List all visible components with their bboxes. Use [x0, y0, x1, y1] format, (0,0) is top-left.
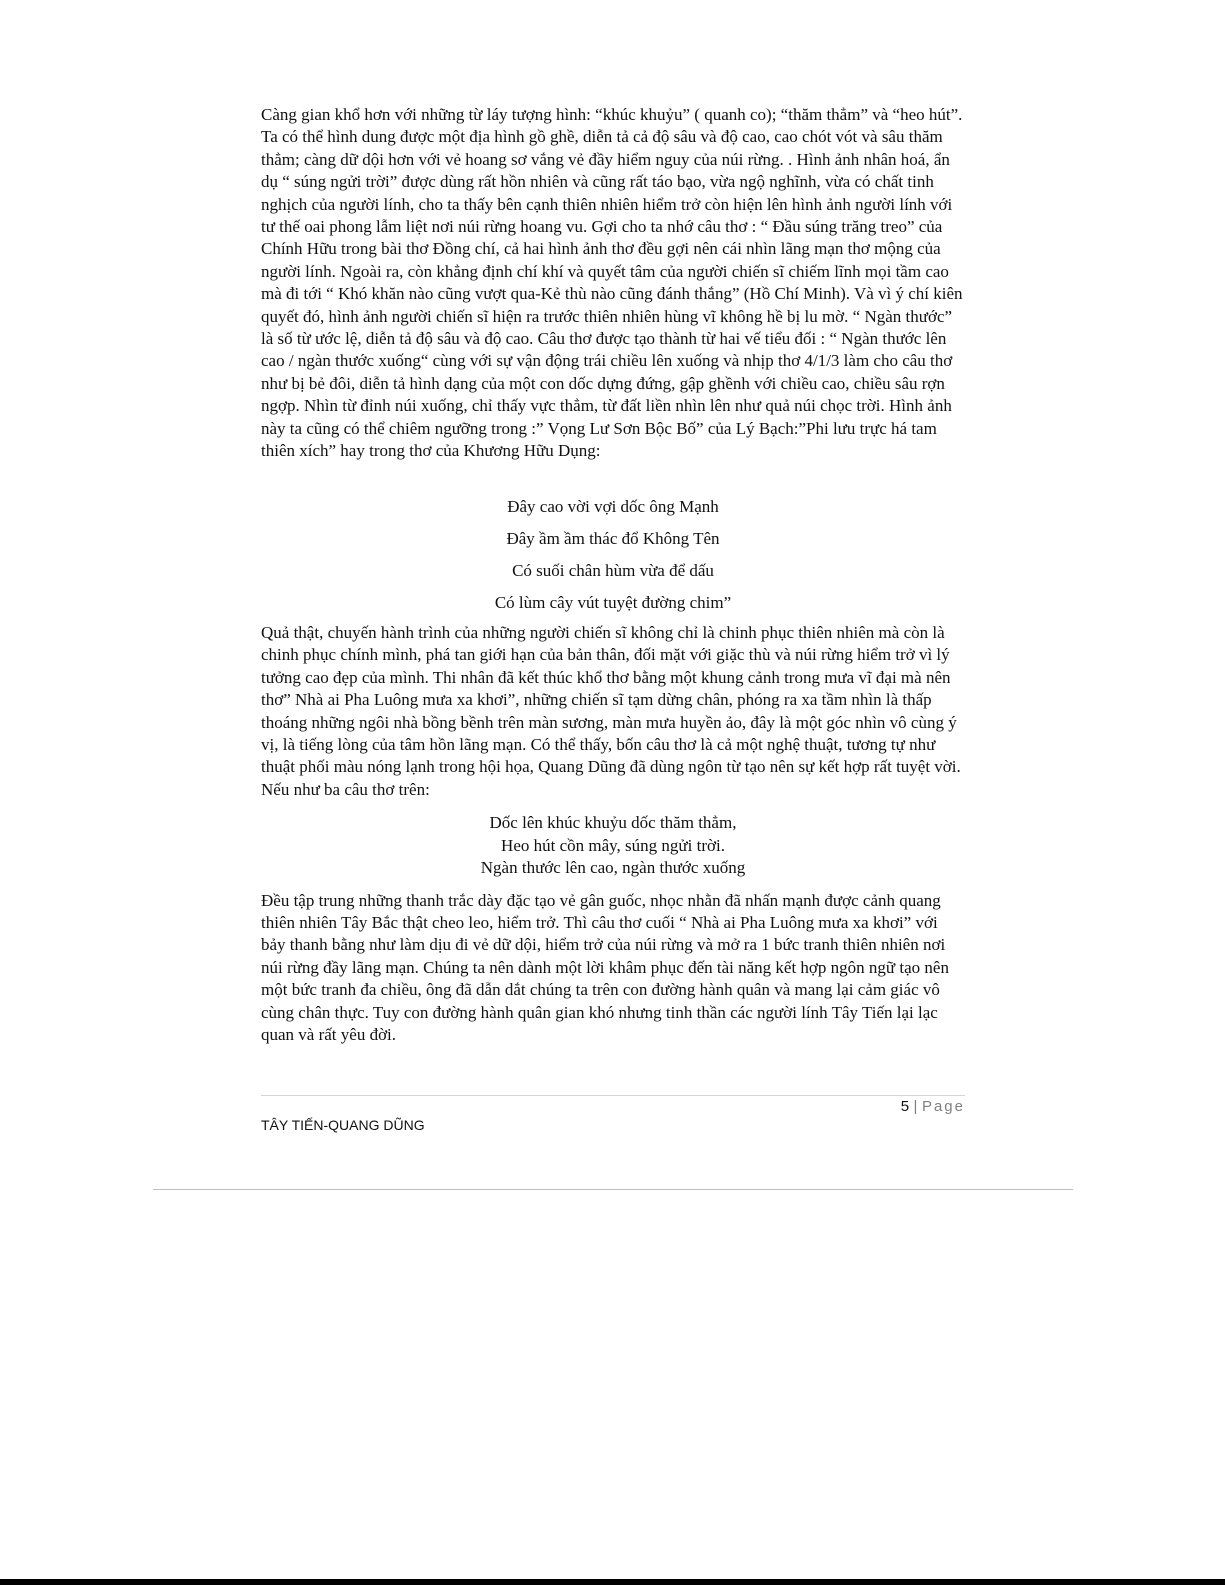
poem-stanza [261, 494, 965, 622]
page-number-value: 5 [900, 1098, 910, 1115]
poem-line: Ngàn thước lên cao, ngàn thước xuống [480, 858, 746, 877]
page-number-separator: | [913, 1098, 918, 1115]
poem-line: Heo hút cồn mây, súng ngửi trời. [501, 835, 725, 855]
paragraph: Quả thật, chuyến hành trình của những người chiến sĩ không chỉ là chinh phục thiên nhiên mà còn là chinh phục chính mình, phá tan giới hạn của bản thân, đối mặt với giặc thù và núi rừng hiểm trở vì lý tưởng cao đẹp của mình. Thi nhân đã kết thúc khổ thơ bằng một khung cảnh trong mưa vĩ đại mà nên thơ” Nhà ai Pha Luông mưa xa khơi”, những chiến sĩ tạm dừng chân, phóng ra xa tầm nhìn là thấp thoáng những ngôi nhà bồng bềnh trên màn sương, màn mưa huyền ảo, đây là một góc nhìn vô cùng ý vị, là tiếng lòng của tâm hồn lãng mạn. Có thể thấy, bốn câu thơ là cả một nghệ thuật, tương tự như thuật phối màu nóng lạnh trong hội họa, Quang Dũng đã dùng ngôn từ tạo nên sự kết hợp rất tuyệt vời. Nếu như ba câu thơ trên: [261, 623, 961, 799]
poem-line: Đây ầm ầm thác đổ Không Tên [506, 529, 720, 548]
page-label: Page [921, 1098, 965, 1115]
poem-line: Có lùm cây vút tuyệt đường chim” [494, 593, 732, 612]
page-number [901, 1098, 965, 1115]
footer-title: TÂY TIẾN-QUANG DŨNG [261, 1117, 425, 1133]
poem-line: Có suối chân hùm vừa để dấu [512, 561, 714, 580]
page-break-divider [153, 1189, 1073, 1190]
paragraph: Càng gian khổ hơn với những từ láy tượng hình: “khúc khuỷu” ( quanh co); “thăm thẳm” và “heo hút”. Ta có thể hình dung được một địa hình gồ ghề, diễn tả cả độ sâu và độ cao, cao chót vót và sâu thăm thẳm; càng dữ dội hơn với vẻ hoang sơ vắng vẻ đầy hiểm nguy của núi rừng. . Hình ảnh nhân hoá, ẩn dụ “ súng ngửi trời” được dùng rất hồn nhiên và cũng rất táo bạo, vừa ngộ nghĩnh, vừa có chất tinh nghịch của người lính, cho ta thấy bên cạnh thiên nhiên hiểm trở còn hiện lên hình ảnh người lính với tư thế oai phong lẫm liệt nơi núi rừng hoang vu. Gợi cho ta nhớ câu thơ : “ Đầu súng trăng treo” của Chính Hữu trong bài thơ Đồng chí, cả hai hình ảnh thơ đều gợi nên cái nhìn lãng mạn thơ mộng của người lính. Ngoài ra, còn khẳng định chí khí và quyết tâm của người chiến sĩ chiếm lĩnh mọi tầm cao mà đi tới “ Khó khăn nào cũng vượt qua-Kẻ thù nào cũng đánh thắng” (Hồ Chí Minh). Và vì ý chí kiên quyết đó, hình ảnh người chiến sĩ hiện ra trước thiên nhiên hùng vĩ không hề bị lu mờ. “ Ngàn thước” là số từ ước lệ, diễn tả độ sâu và độ cao. Câu thơ được tạo thành từ hai vế tiểu đối : “ Ngàn thước lên cao / ngàn thước xuống“ cùng với sự vận động trái chiều lên xuống và nhịp thơ 4/1/3 làm cho câu thơ như bị bẻ đôi, diễn tả hình dạng của một con dốc dựng đứng, gập ghềnh với chiều cao, chiều sâu rợn ngợp. Nhìn từ đỉnh núi xuống, chỉ thấy vực thẳm, từ đất liền nhìn lên như quả núi chọc trời. Hình ảnh này ta cũng có thể chiêm ngưỡng trong :” Vọng Lư Sơn Bộc Bố” của Lý Bạch:”Phi lưu trực há tam thiên xích” hay trong thơ của Khương Hữu Dụng: [261, 105, 963, 461]
poem-line: Đây cao vời vợi dốc ông Mạnh [507, 497, 719, 516]
poem-stanza [261, 812, 965, 880]
document-body [261, 104, 965, 1046]
poem-line: Dốc lên khúc khuỷu dốc thăm thẳm, [489, 813, 737, 832]
paragraph: Đều tập trung những thanh trắc dày đặc tạo vẻ gân guốc, nhọc nhằn đã nhấn mạnh được cảnh quang thiên nhiên Tây Bắc thật cheo leo, hiểm trở. Thì câu thơ cuối “ Nhà ai Pha Luông mưa xa khơi” với bảy thanh bằng như làm dịu đi vẻ dữ dội, hiểm trở của núi rừng và mở ra 1 bức tranh thiên nhiên nơi núi rừng đầy lãng mạn. Chúng ta nên dành một lời khâm phục đến tài năng kết hợp ngôn ngữ tạo nên một bức tranh đa chiều, ông đã dẫn dắt chúng ta trên con đường hành quân và mang lại cảm giác vô cùng chân thực. Tuy con đường hành quân gian khó nhưng tinh thần các người lính Tây Tiến lại lạc quan và rất yêu đời. [261, 890, 949, 1044]
footer-divider [261, 1095, 965, 1096]
bottom-edge-bar [0, 1579, 1225, 1585]
